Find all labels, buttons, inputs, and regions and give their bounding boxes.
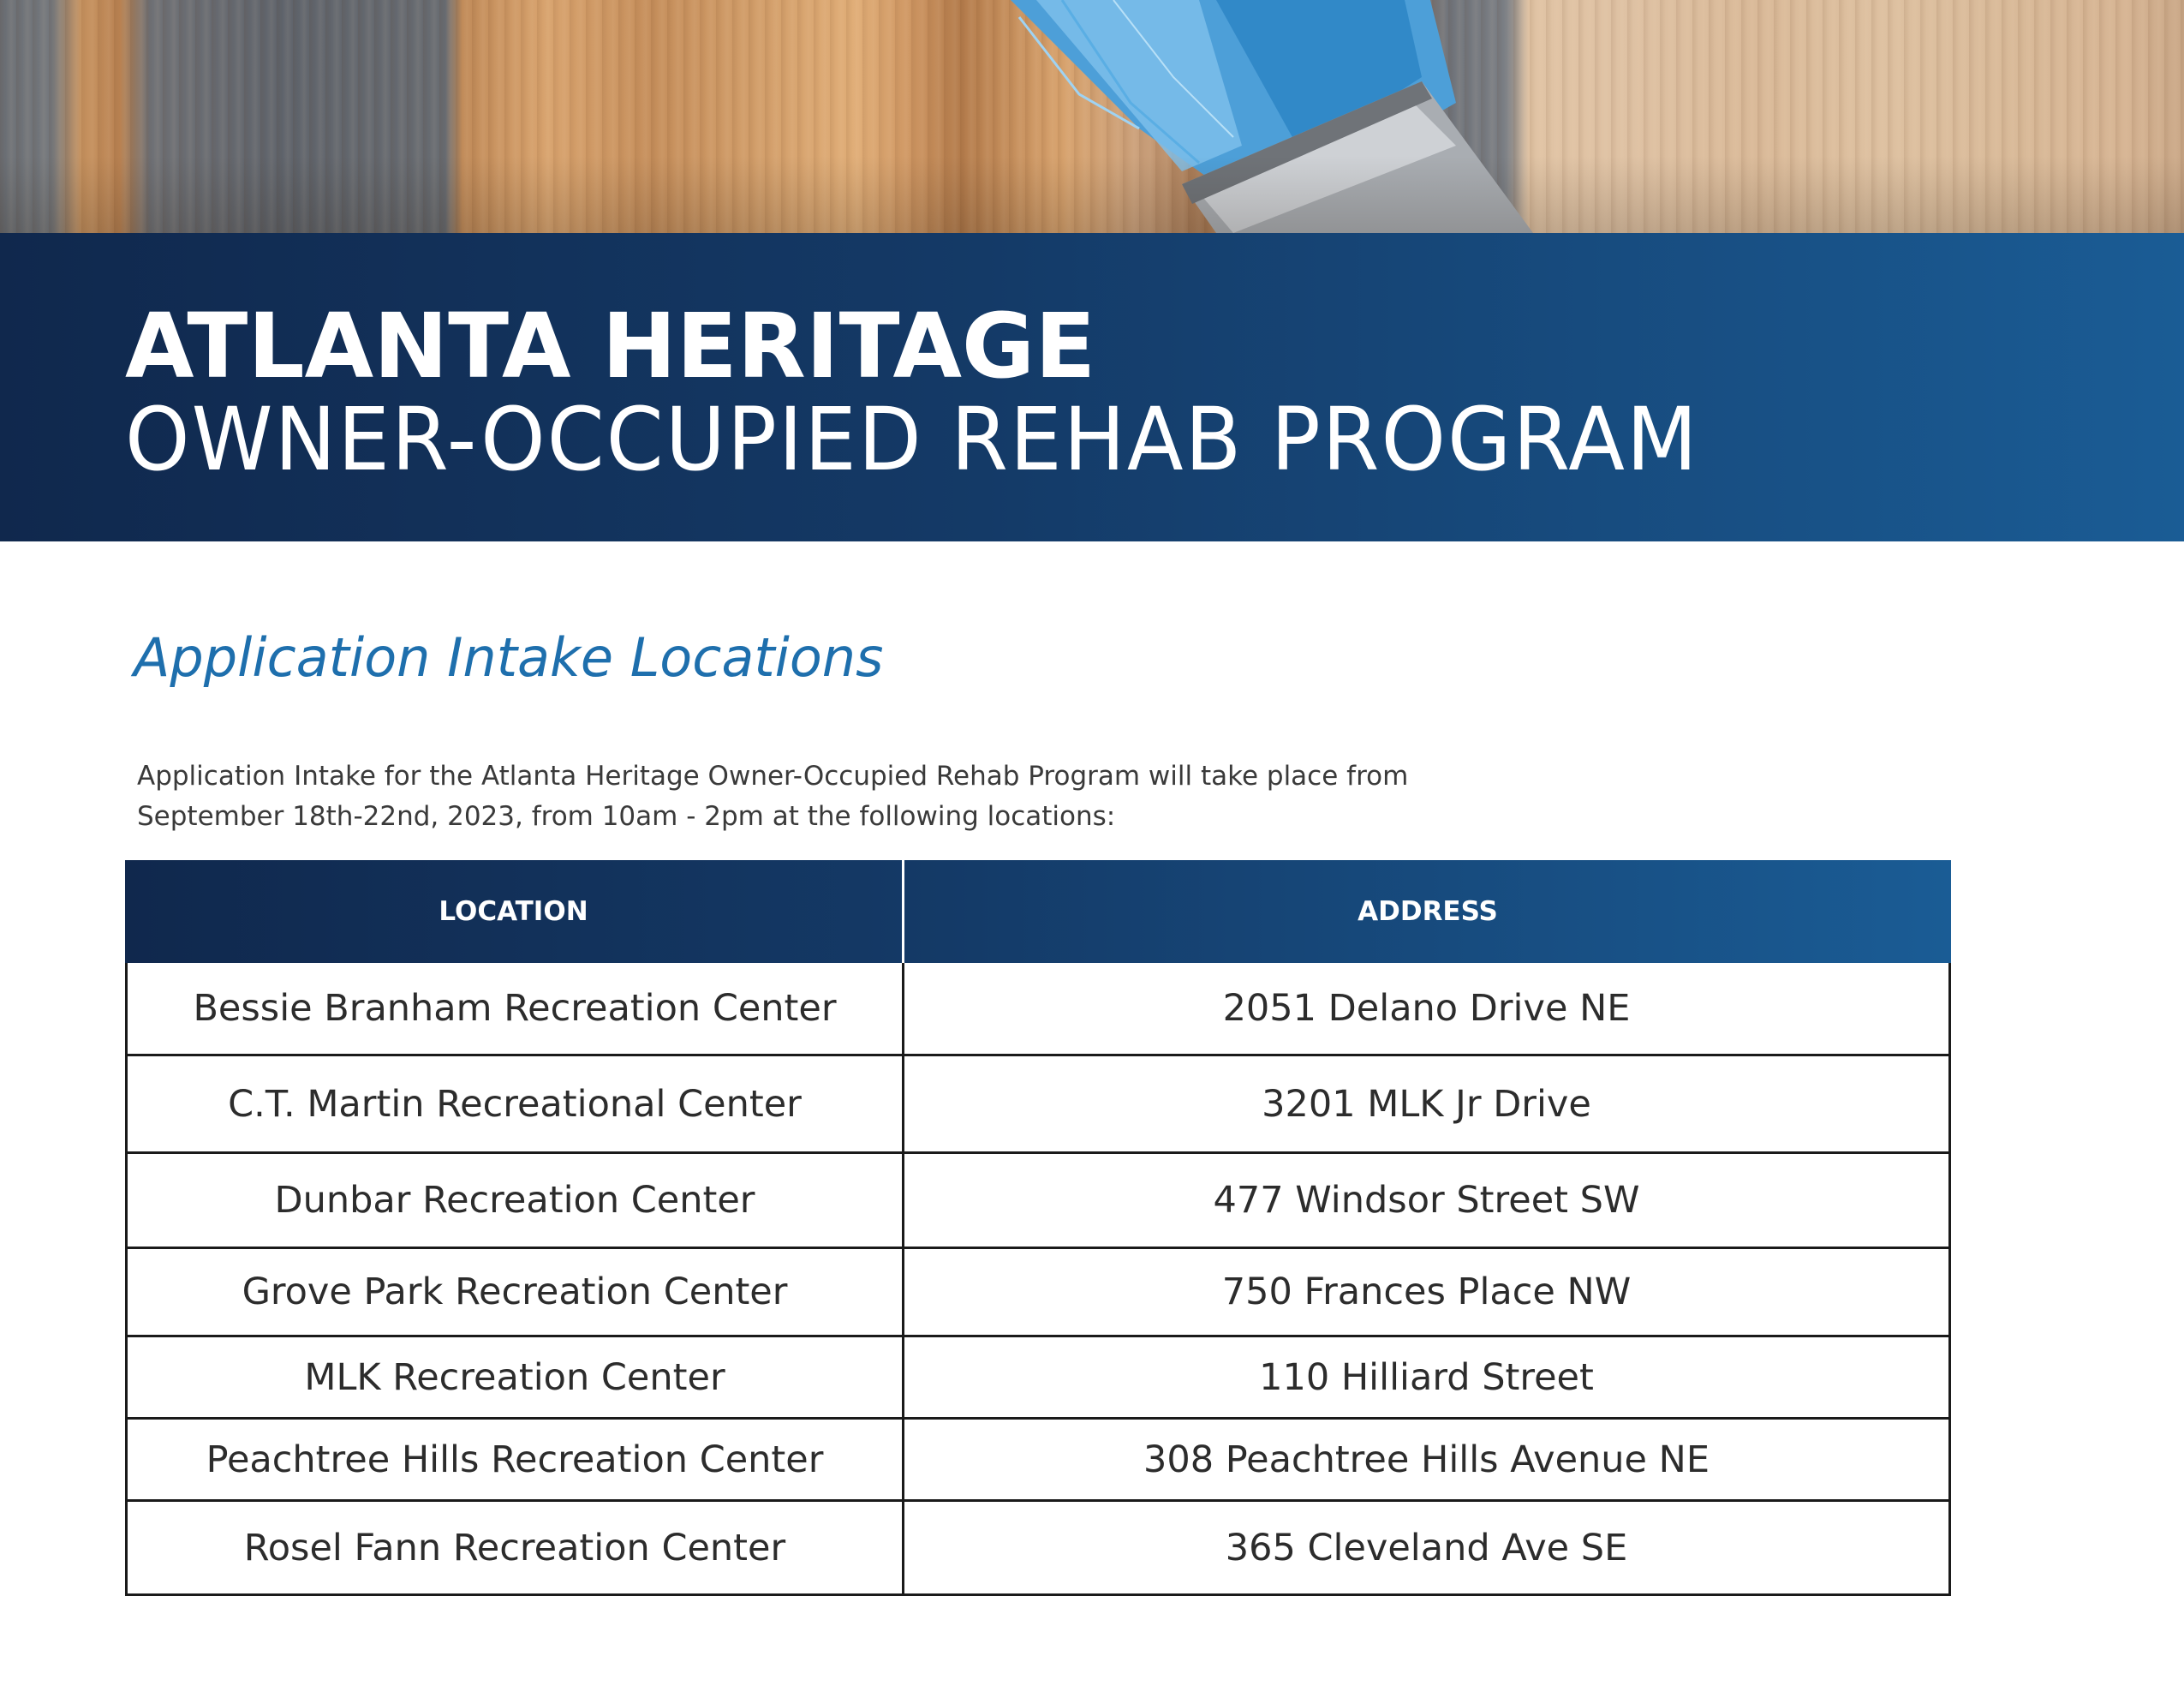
- table-row: [128, 963, 1948, 1056]
- program-title-line2: OWNER-OCCUPIED REHAB PROGRAM: [125, 388, 1699, 491]
- location-cell: MLK Recreation Center: [128, 1337, 904, 1417]
- intro-line-2: September 18th-22nd, 2023, from 10am - 2pm at the following locations:: [137, 801, 1116, 832]
- table-row: [128, 1502, 1948, 1596]
- photo-shade: [0, 156, 2184, 233]
- intro-line-1: Application Intake for the Atlanta Heritage Owner-Occupied Rehab Program will take place from: [137, 761, 1409, 792]
- address-cell: 3201 MLK Jr Drive: [1262, 1082, 1591, 1126]
- location-cell: Rosel Fann Recreation Center: [128, 1502, 904, 1593]
- table-body: [125, 963, 1951, 1596]
- address-cell: 477 Windsor Street SW: [1213, 1179, 1640, 1222]
- column-header-address: ADDRESS: [1358, 896, 1498, 927]
- address-cell: 2051 Delano Drive NE: [1222, 987, 1631, 1030]
- table-row: [128, 1154, 1948, 1249]
- column-header-location: LOCATION: [125, 860, 904, 963]
- table-row: [128, 1056, 1948, 1154]
- locations-table: [125, 860, 1951, 1596]
- address-cell: 308 Peachtree Hills Avenue NE: [1143, 1438, 1710, 1481]
- location-cell: Bessie Branham Recreation Center: [128, 963, 904, 1054]
- intro-paragraph: [137, 756, 1507, 837]
- table-row: [128, 1337, 1948, 1420]
- location-cell: Grove Park Recreation Center: [128, 1249, 904, 1335]
- section-heading: Application Intake Locations: [134, 626, 884, 689]
- table-header: [125, 860, 1951, 963]
- address-cell: 750 Frances Place NW: [1221, 1270, 1632, 1313]
- address-cell: 110 Hilliard Street: [1259, 1355, 1594, 1399]
- location-cell: C.T. Martin Recreational Center: [128, 1056, 904, 1151]
- table-row: [128, 1249, 1948, 1337]
- table-row: [128, 1420, 1948, 1502]
- program-title-line1: ATLANTA HERITAGE: [125, 294, 1096, 398]
- address-cell: 365 Cleveland Ave SE: [1225, 1526, 1628, 1569]
- header-photo: [0, 0, 2184, 233]
- location-cell: Dunbar Recreation Center: [128, 1154, 904, 1247]
- location-cell: Peachtree Hills Recreation Center: [128, 1420, 904, 1499]
